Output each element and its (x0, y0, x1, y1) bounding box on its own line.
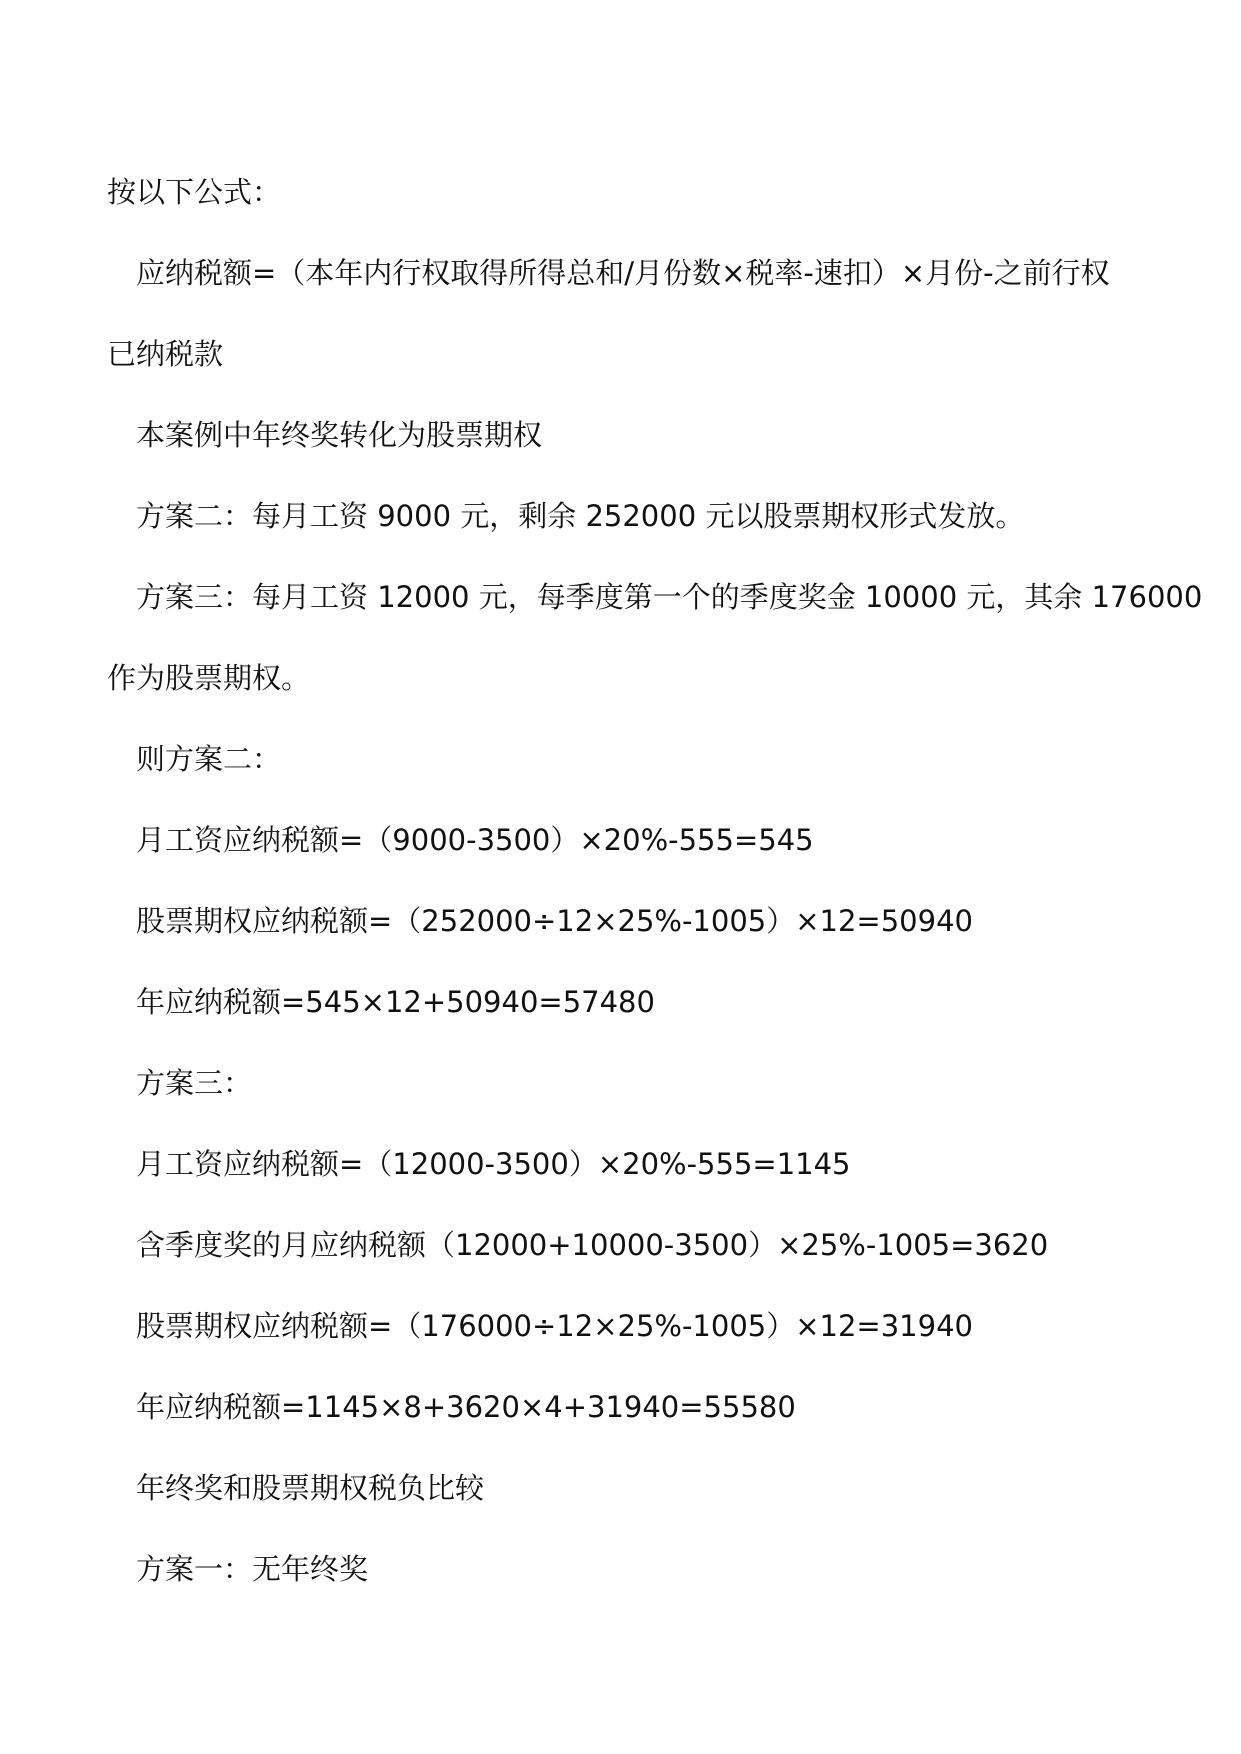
text-line: 股票期权应纳税额=（252000÷12×25%-1005）×12=50940 (136, 904, 973, 938)
text-line: 则方案二： (136, 742, 282, 776)
text-line: 方案二：每月工资 9000 元，剩余 252000 元以股票期权形式发放。 (136, 499, 1025, 533)
text-line: 应纳税额=（本年内行权取得所得总和/月份数×税率-速扣）×月份-之前行权 (136, 256, 1110, 290)
text-line: 年应纳税额=545×12+50940=57480 (136, 985, 655, 1019)
text-line: 本案例中年终奖转化为股票期权 (136, 418, 543, 452)
text-line: 年应纳税额=1145×8+3620×4+31940=55580 (136, 1390, 796, 1424)
text-line: 含季度奖的月应纳税额（12000+10000-3500）×25%-1005=3620 (136, 1228, 1049, 1262)
text-line: 按以下公式： (107, 175, 282, 209)
text-line: 方案三：每月工资 12000 元，每季度第一个的季度奖金 10000 元，其余 176000 (136, 580, 1203, 614)
text-line: 月工资应纳税额=（9000-3500）×20%-555=545 (136, 823, 814, 857)
text-line: 方案一：无年终奖 (136, 1552, 369, 1586)
text-line: 股票期权应纳税额=（176000÷12×25%-1005）×12=31940 (136, 1309, 973, 1343)
text-line: 已纳税款 (107, 337, 224, 371)
text-line: 月工资应纳税额=（12000-3500）×20%-555=1145 (136, 1147, 851, 1181)
text-line: 年终奖和股票期权税负比较 (136, 1471, 485, 1505)
text-line: 方案三： (136, 1066, 253, 1100)
text-line: 作为股票期权。 (107, 661, 311, 695)
